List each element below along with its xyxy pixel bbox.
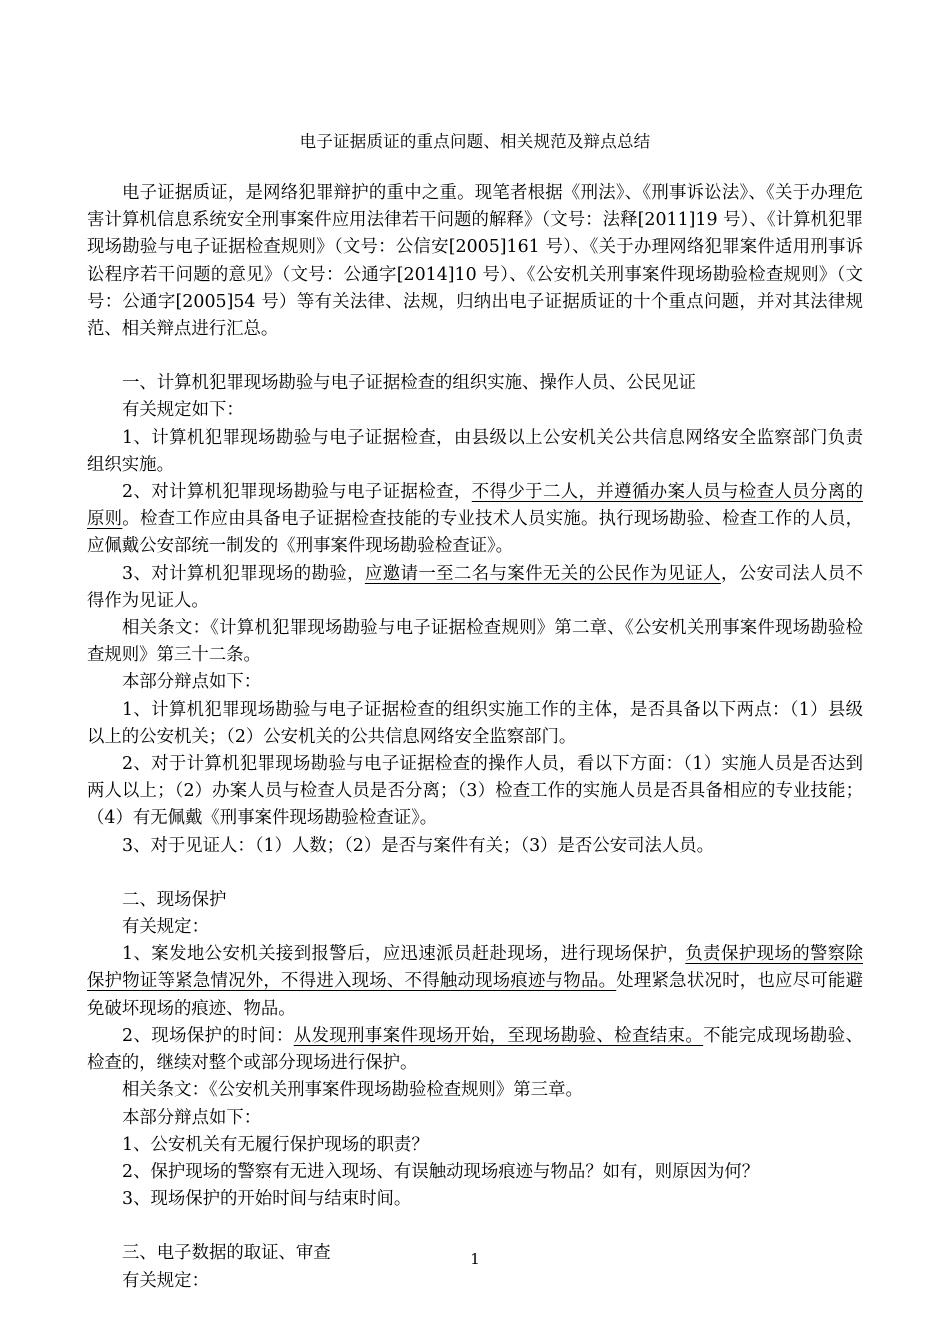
section-2-point-2: 2、保护现场的警察有无进入现场、有误触动现场痕迹与物品？如有，则原因为何？ (122, 1161, 760, 1182)
section-3-rules-label: 有关规定： (122, 1270, 209, 1291)
rule-text: 1、案发地公安机关接到报警后，应迅速派员赶赴现场，进行现场保护， (122, 944, 686, 965)
spacer (87, 860, 863, 887)
section-3-heading: 三、电子数据的取证、审查 (122, 1243, 331, 1264)
rule-text: 不能完成现场勘验、检查的，继续对整个或部分现场进行保护。 (87, 1025, 863, 1074)
section-1-rule-2 (87, 479, 863, 561)
section-2-heading: 二、现场保护 (122, 889, 227, 910)
section-2-rule-2 (87, 1023, 863, 1077)
section-1-rule-1: 1、计算机犯罪现场勘验与电子证据检查，由县级以上公安机关公共信息网络安全监察部门负责组织实施。 (87, 427, 863, 475)
underlined-text: 负责保护现场的警察除保护物证等紧急情况外，不得进入现场、不得触动现场痕迹与物品。 (87, 944, 863, 992)
intro-paragraph: 电子证据质证，是网络犯罪辩护的重中之重。现笔者根据《刑法》、《刑事诉讼法》、《关于办理危害计算机信息系统安全刑事案件应用法律若干问题的解释》（文号：法释[2011]19 号）、《计算机犯罪现场勘验与电子证据检查规则》（文号：公信安[2005]161 号）、《关于办理网络犯罪案件适用刑事诉讼程序若干问题的意见》（文号：公通字[2014]10 号）、《公安机关刑事案件现场勘验检查规则》（文号：公通字[2005]54 号）等有关法律、法规，归纳出电子证据质证的十个重点问题，并对其法律规范、相关辩点进行汇总。 (87, 183, 863, 340)
section-2-points-label: 本部分辩点如下： (122, 1107, 262, 1128)
section-1-point-2: 2、对于计算机犯罪现场勘验与电子证据检查的操作人员，看以下方面：（1）实施人员是否达到两人以上；（2）办案人员与检查人员是否分离；（3）检查工作的实施人员是否具备相应的专业技能；（4）有无佩戴《刑事案件现场勘验检查证》。 (87, 754, 863, 829)
page-number: 1 (470, 1250, 480, 1268)
spacer (87, 1213, 863, 1240)
section-1-reference: 相关条文：《计算机犯罪现场勘验与电子证据检查规则》第二章、《公安机关刑事案件现场勘验检查规则》第三十二条。 (87, 618, 863, 666)
rule-text: 2、现场保护的时间： (122, 1025, 294, 1046)
section-2-point-3: 3、现场保护的开始时间与结束时间。 (122, 1189, 412, 1210)
section-1-point-3: 3、对于见证人：（1）人数；（2）是否与案件有关；（3）是否公安司法人员。 (122, 835, 715, 856)
section-1-points-label: 本部分辩点如下： (122, 672, 262, 693)
section-2-point-1: 1、公安机关有无履行保护现场的职责？ (122, 1134, 429, 1155)
spacer (87, 343, 863, 370)
section-1-point-1: 1、计算机犯罪现场勘验与电子证据检查的组织实施工作的主体，是否具备以下两点：（1）县级以上的公安机关；（2）公安机关的公共信息网络安全监察部门。 (87, 699, 863, 747)
rule-text: 。检查工作应由具备电子证据检查技能的专业技术人员实施。执行现场勘验、检查工作的人员，应佩戴公安部统一制发的《刑事案件现场勘验检查证》。 (87, 509, 863, 557)
underlined-text: 不得少于二人，并遵循办案人员与检查人员分离的原则 (87, 482, 863, 530)
section-1-heading: 一、计算机犯罪现场勘验与电子证据检查的组织实施、操作人员、公民见证 (122, 373, 696, 394)
rule-text: 处理紧急状况时，也应尽可能避免破坏现场的痕迹、物品。 (87, 971, 863, 1019)
rule-text: ，公安司法人员不得作为见证人。 (87, 563, 863, 611)
section-2-reference: 相关条文：《公安机关刑事案件现场勘验检查规则》第三章。 (122, 1080, 583, 1101)
document-body (87, 180, 863, 1295)
rule-text: 3、对计算机犯罪现场的勘验， (122, 563, 365, 584)
section-2-rule-1 (87, 941, 863, 1023)
document-title: 电子证据质证的重点问题、相关规范及辩点总结 (299, 132, 651, 151)
underlined-text: 应邀请一至二名与案件无关的公民作为见证人 (364, 563, 721, 584)
rule-text: 2、对计算机犯罪现场勘验与电子证据检查， (122, 482, 472, 503)
underlined-text: 从发现刑事案件现场开始，至现场勘验、检查结束。 (293, 1025, 704, 1046)
section-2-rules-label: 有关规定： (122, 917, 209, 938)
section-1-rule-3 (87, 561, 863, 615)
section-1-rules-label: 有关规定如下： (122, 400, 244, 421)
